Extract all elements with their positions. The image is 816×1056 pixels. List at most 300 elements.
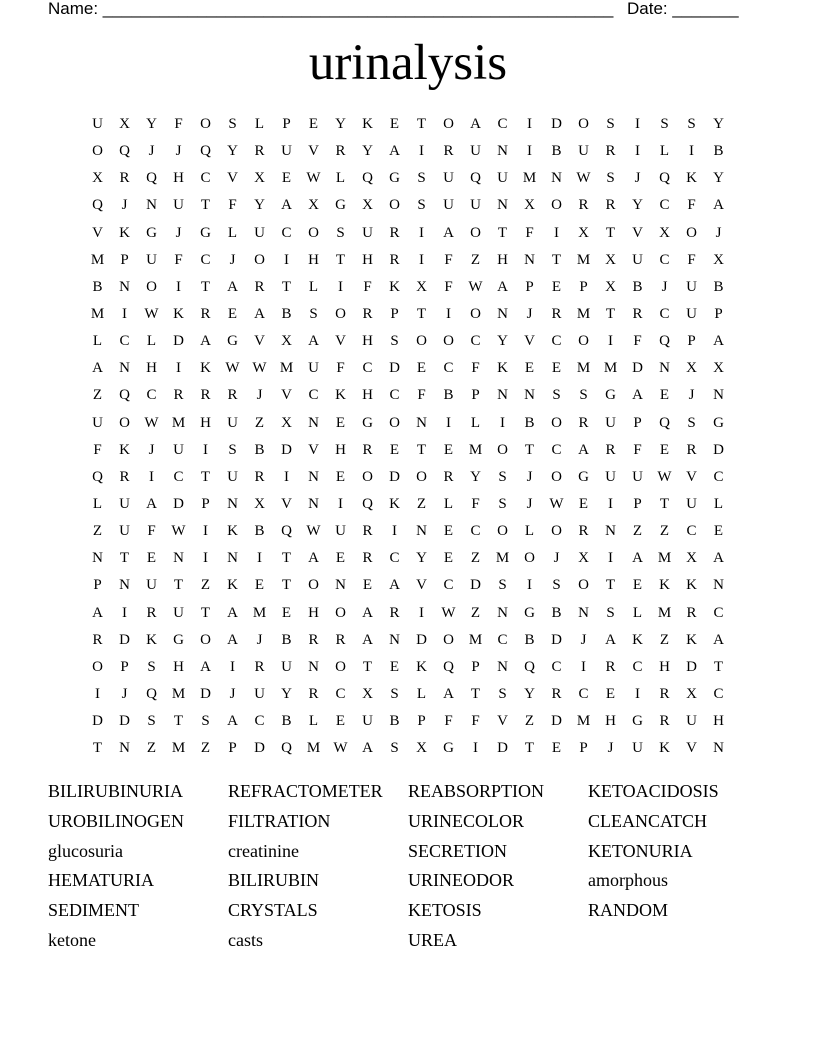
grid-letter: T (713, 658, 724, 675)
grid-letter: C (686, 523, 697, 540)
grid-letter: D (551, 713, 562, 730)
grid-letter: A (146, 495, 157, 512)
grid-letter: C (119, 333, 130, 350)
grid-letter: K (200, 360, 211, 377)
grid-letter: S (660, 116, 669, 132)
grid-letter: W (306, 170, 321, 187)
grid-letter: S (309, 305, 318, 322)
grid-letter: L (308, 278, 319, 295)
grid-letter: T (497, 224, 508, 241)
grid-letter: D (119, 631, 130, 648)
grid-letter: R (254, 658, 265, 675)
grid-letter: V (335, 333, 346, 350)
grid-letter: C (497, 631, 508, 648)
grid-letter: E (227, 305, 238, 322)
grid-letter: D (416, 631, 427, 648)
grid-letter: Y (713, 170, 724, 187)
grid-letter: I (338, 278, 343, 295)
grid-letter: N (497, 604, 508, 621)
grid-letter: P (471, 387, 480, 404)
grid-letter: G (227, 333, 238, 350)
grid-letter: B (713, 278, 724, 295)
grid-letter: T (281, 278, 292, 295)
grid-letter: L (146, 333, 157, 350)
grid-letter: L (227, 224, 238, 241)
grid-letter: R (389, 224, 400, 241)
word-list-item: CRYSTALS (228, 900, 318, 921)
grid-letter: Z (470, 550, 481, 567)
grid-letter: N (578, 604, 589, 621)
grid-letter: W (171, 523, 186, 540)
grid-letter: K (389, 495, 400, 512)
grid-letter: K (389, 278, 400, 295)
grid-letter: S (417, 170, 426, 187)
grid-letter: R (578, 197, 589, 214)
grid-letter: M (657, 604, 672, 621)
grid-letter: E (389, 658, 400, 675)
grid-letter: F (525, 224, 534, 241)
grid-letter: V (632, 224, 643, 241)
grid-letter: Y (335, 116, 346, 132)
grid-letter: Q (659, 414, 670, 431)
grid-letter: S (552, 387, 561, 404)
grid-letter: A (497, 278, 508, 295)
grid-letter: R (335, 631, 346, 648)
grid-letter: Q (119, 387, 130, 404)
grid-letter: F (687, 197, 696, 214)
grid-letter: O (308, 224, 319, 241)
grid-letter: M (468, 631, 483, 648)
grid-letter: L (524, 523, 535, 540)
grid-letter: A (362, 631, 373, 648)
grid-letter: W (144, 305, 159, 322)
grid-letter: T (173, 577, 184, 594)
grid-letter: U (281, 143, 292, 160)
grid-letter: X (416, 278, 427, 295)
grid-letter: Z (659, 631, 670, 648)
grid-letter: U (335, 523, 346, 540)
grid-letter: P (471, 658, 480, 675)
grid-letter: C (659, 251, 670, 268)
grid-letter: M (603, 360, 618, 377)
grid-letter: Q (92, 197, 103, 214)
grid-letter: V (254, 333, 265, 350)
grid-letter: M (576, 251, 591, 268)
grid-letter: N (497, 143, 508, 160)
grid-letter: R (686, 604, 697, 621)
grid-letter: I (473, 740, 478, 757)
grid-letter: K (686, 631, 697, 648)
grid-letter: H (362, 333, 373, 350)
grid-letter: E (335, 468, 346, 485)
word-list-item: BILIRUBINURIA (48, 781, 183, 801)
grid-letter: M (171, 414, 186, 431)
grid-letter: V (227, 170, 238, 187)
grid-letter: R (659, 713, 670, 730)
date-field-label: Date: _______ (627, 0, 739, 18)
word-list-item: SEDIMENT (48, 900, 139, 921)
grid-letter: U (443, 197, 454, 214)
grid-letter: N (146, 197, 157, 214)
grid-letter: U (173, 604, 184, 621)
grid-letter: J (526, 305, 533, 322)
grid-letter: X (254, 495, 265, 512)
grid-letter: H (200, 414, 211, 431)
grid-letter: M (171, 685, 186, 702)
grid-letter: N (173, 550, 184, 567)
grid-letter: N (308, 658, 319, 675)
grid-letter: W (144, 414, 159, 431)
grid-letter: S (228, 116, 237, 132)
grid-letter: X (524, 197, 535, 214)
grid-letter: Y (227, 143, 238, 160)
grid-letter: N (713, 740, 724, 757)
grid-letter: N (524, 387, 535, 404)
grid-letter: D (713, 441, 724, 458)
grid-letter: U (605, 414, 616, 431)
grid-letter: P (201, 495, 210, 512)
grid-letter: U (254, 685, 265, 702)
grid-letter: N (308, 468, 319, 485)
grid-letter: R (362, 441, 373, 458)
grid-letter: F (471, 360, 480, 377)
grid-letter: L (254, 116, 265, 132)
grid-letter: P (417, 713, 426, 730)
grid-letter: S (687, 414, 696, 431)
grid-letter: E (335, 414, 346, 431)
grid-letter: L (308, 713, 319, 730)
grid-letter: G (362, 414, 373, 431)
grid-letter: T (524, 441, 535, 458)
grid-letter: O (524, 550, 535, 567)
grid-letter: H (713, 713, 724, 730)
grid-letter: A (389, 143, 400, 160)
word-list-item: URINECOLOR (408, 810, 524, 831)
grid-letter: J (661, 278, 668, 295)
grid-letter: Z (659, 523, 670, 540)
grid-letter: Y (254, 197, 265, 214)
grid-letter: Z (92, 523, 103, 540)
grid-letter: A (578, 441, 589, 458)
word-list-item: KETOACIDOSIS (588, 781, 719, 801)
grid-letter: V (524, 333, 535, 350)
grid-letter: S (390, 740, 399, 757)
grid-letter: I (689, 143, 694, 160)
grid-letter: R (389, 604, 400, 621)
grid-letter: F (417, 387, 426, 404)
grid-letter: S (552, 577, 561, 594)
grid-letter: I (257, 550, 262, 567)
grid-letter: T (200, 278, 211, 295)
grid-letter: D (254, 740, 265, 757)
grid-letter: G (605, 387, 616, 404)
word-list-item: UROBILINOGEN (48, 810, 184, 831)
grid-letter: I (203, 523, 208, 540)
grid-letter: R (173, 387, 184, 404)
grid-letter: T (335, 251, 346, 268)
grid-letter: G (389, 170, 400, 187)
grid-letter: Q (524, 658, 535, 675)
grid-letter: O (92, 658, 103, 675)
word-list-item: FILTRATION (228, 810, 331, 831)
grid-letter: J (688, 387, 695, 404)
grid-letter: E (389, 116, 400, 132)
grid-letter: D (497, 740, 508, 757)
grid-letter: J (148, 441, 155, 458)
grid-letter: U (362, 224, 373, 241)
grid-letter: J (256, 631, 263, 648)
grid-letter: E (551, 740, 562, 757)
grid-letter: M (495, 550, 510, 567)
grid-letter: J (256, 387, 263, 404)
grid-letter: E (146, 550, 157, 567)
grid-letter: C (281, 224, 292, 241)
grid-letter: X (713, 360, 724, 377)
grid-letter: T (470, 685, 481, 702)
grid-letter: P (687, 333, 696, 350)
grid-letter: W (333, 740, 348, 757)
grid-letter: U (632, 740, 643, 757)
grid-letter: M (252, 604, 267, 621)
grid-letter: L (443, 495, 454, 512)
grid-letter: E (551, 278, 562, 295)
grid-letter: Q (281, 523, 292, 540)
grid-letter: U (227, 414, 238, 431)
word-list-item: BILIRUBIN (228, 870, 319, 891)
grid-letter: N (713, 577, 724, 594)
grid-letter: V (281, 495, 292, 512)
grid-letter: Q (146, 170, 157, 187)
grid-letter: A (308, 550, 319, 567)
grid-letter: K (686, 170, 697, 187)
grid-letter: W (441, 604, 456, 621)
grid-letter: K (416, 658, 427, 675)
grid-letter: M (171, 740, 186, 757)
grid-letter: H (308, 251, 319, 268)
grid-letter: B (254, 441, 265, 458)
grid-letter: C (200, 170, 211, 187)
grid-letter: R (335, 143, 346, 160)
grid-letter: I (284, 251, 289, 268)
grid-letter: I (500, 414, 505, 431)
grid-letter: H (362, 251, 373, 268)
grid-letter: Q (659, 170, 670, 187)
grid-letter: X (119, 116, 130, 132)
grid-letter: B (632, 278, 643, 295)
grid-letter: I (176, 360, 181, 377)
grid-letter: R (119, 468, 130, 485)
grid-letter: N (659, 360, 670, 377)
grid-letter: T (551, 251, 562, 268)
grid-letter: M (657, 550, 672, 567)
grid-letter: C (551, 658, 562, 675)
word-list-item: glucosuria (48, 840, 123, 861)
grid-letter: C (146, 387, 157, 404)
word-list-item: UREA (408, 929, 457, 950)
grid-letter: K (362, 116, 373, 132)
grid-letter: L (470, 414, 481, 431)
grid-letter: F (444, 713, 453, 730)
grid-letter: A (389, 577, 400, 594)
header-line (48, 0, 748, 20)
grid-letter: D (551, 116, 562, 132)
grid-letter: O (146, 278, 157, 295)
grid-letter: O (335, 658, 346, 675)
grid-letter: T (659, 495, 670, 512)
grid-letter: J (121, 685, 128, 702)
grid-letter: Z (470, 604, 481, 621)
grid-letter: R (605, 197, 616, 214)
grid-letter: T (416, 441, 427, 458)
grid-letter: T (605, 577, 616, 594)
grid-letter: U (497, 170, 508, 187)
grid-letter: R (551, 685, 562, 702)
grid-letter: M (306, 740, 321, 757)
grid-letter: O (551, 197, 562, 214)
grid-letter: J (148, 143, 155, 160)
grid-letter: U (578, 143, 589, 160)
grid-letter: E (713, 523, 724, 540)
grid-letter: E (578, 495, 589, 512)
grid-letter: A (227, 604, 238, 621)
word-list-item: amorphous (588, 870, 668, 891)
grid-letter: J (229, 685, 236, 702)
grid-letter: Z (470, 251, 481, 268)
grid-letter: L (92, 495, 103, 512)
grid-letter: F (633, 441, 642, 458)
grid-letter: H (146, 360, 157, 377)
grid-letter: F (228, 197, 237, 214)
grid-letter: I (527, 577, 532, 594)
grid-letter: B (524, 414, 535, 431)
grid-letter: K (173, 305, 184, 322)
grid-letter: A (362, 604, 373, 621)
grid-letter: I (419, 604, 424, 621)
grid-letter: F (444, 278, 453, 295)
grid-letter: T (416, 116, 427, 132)
grid-letter: E (335, 550, 346, 567)
grid-letter: K (632, 631, 643, 648)
grid-letter: A (443, 224, 454, 241)
grid-letter: M (279, 360, 294, 377)
grid-letter: X (578, 224, 589, 241)
grid-letter: S (147, 658, 156, 675)
grid-letter: R (362, 305, 373, 322)
grid-letter: N (497, 305, 508, 322)
grid-letter: Q (470, 170, 481, 187)
grid-letter: D (173, 333, 184, 350)
grid-letter: D (470, 577, 481, 594)
grid-letter: R (146, 604, 157, 621)
grid-letter: V (416, 577, 427, 594)
grid-letter: N (119, 740, 130, 757)
grid-letter: U (119, 495, 130, 512)
grid-letter: F (363, 278, 372, 295)
grid-letter: S (606, 170, 615, 187)
grid-letter: V (281, 387, 292, 404)
grid-letter: D (200, 685, 211, 702)
grid-letter: J (526, 495, 533, 512)
grid-letter: S (498, 577, 507, 594)
grid-letter: X (686, 550, 697, 567)
grid-letter: X (578, 550, 589, 567)
grid-letter: O (497, 523, 508, 540)
grid-letter: A (713, 333, 724, 350)
grid-letter: N (119, 577, 130, 594)
grid-letter: D (119, 713, 130, 730)
grid-letter: O (686, 224, 697, 241)
grid-letter: O (578, 116, 589, 132)
word-list-item: creatinine (228, 840, 299, 861)
grid-letter: R (200, 305, 211, 322)
grid-letter: C (659, 197, 670, 214)
grid-letter: C (200, 251, 211, 268)
grid-letter: C (362, 360, 373, 377)
grid-letter: A (713, 197, 724, 214)
grid-letter: N (497, 658, 508, 675)
grid-letter: H (497, 251, 508, 268)
grid-letter: U (281, 658, 292, 675)
grid-letter: D (632, 360, 643, 377)
name-field-label: Name: ______________________________________________________ (48, 0, 614, 18)
grid-letter: J (580, 631, 587, 648)
grid-letter: I (608, 333, 613, 350)
grid-letter: B (389, 713, 400, 730)
grid-letter: O (389, 414, 400, 431)
grid-letter: V (686, 468, 697, 485)
grid-letter: A (605, 631, 616, 648)
grid-letter: J (175, 224, 182, 241)
grid-letter: P (120, 658, 129, 675)
grid-letter: C (713, 604, 724, 621)
grid-letter: U (227, 468, 238, 485)
grid-letter: G (578, 468, 589, 485)
grid-letter: E (281, 604, 292, 621)
grid-letter: K (119, 441, 130, 458)
grid-letter: C (173, 468, 184, 485)
grid-letter: D (389, 360, 400, 377)
grid-letter: U (254, 224, 265, 241)
grid-letter: H (335, 441, 346, 458)
grid-letter: U (146, 251, 157, 268)
grid-letter: F (471, 713, 480, 730)
grid-letter: U (686, 713, 697, 730)
grid-letter: M (576, 305, 591, 322)
grid-letter: Z (200, 577, 211, 594)
grid-letter: B (92, 278, 103, 295)
grid-letter: I (122, 305, 127, 322)
grid-letter: O (92, 143, 103, 160)
grid-letter: C (443, 360, 454, 377)
grid-letter: S (498, 468, 507, 485)
word-list-item: REFRACTOMETER (228, 781, 383, 801)
grid-letter: K (335, 387, 346, 404)
grid-letter: E (659, 387, 670, 404)
grid-letter: T (92, 740, 103, 757)
grid-letter: S (579, 387, 588, 404)
grid-letter: S (606, 604, 615, 621)
grid-letter: R (605, 441, 616, 458)
grid-letter: D (92, 713, 103, 730)
grid-letter: O (119, 414, 130, 431)
grid-letter: C (632, 658, 643, 675)
word-list-item: URINEODOR (408, 870, 514, 891)
grid-letter: I (230, 658, 235, 675)
grid-letter: R (605, 143, 616, 160)
grid-letter: U (605, 468, 616, 485)
grid-letter: C (254, 713, 265, 730)
grid-letter: R (443, 468, 454, 485)
